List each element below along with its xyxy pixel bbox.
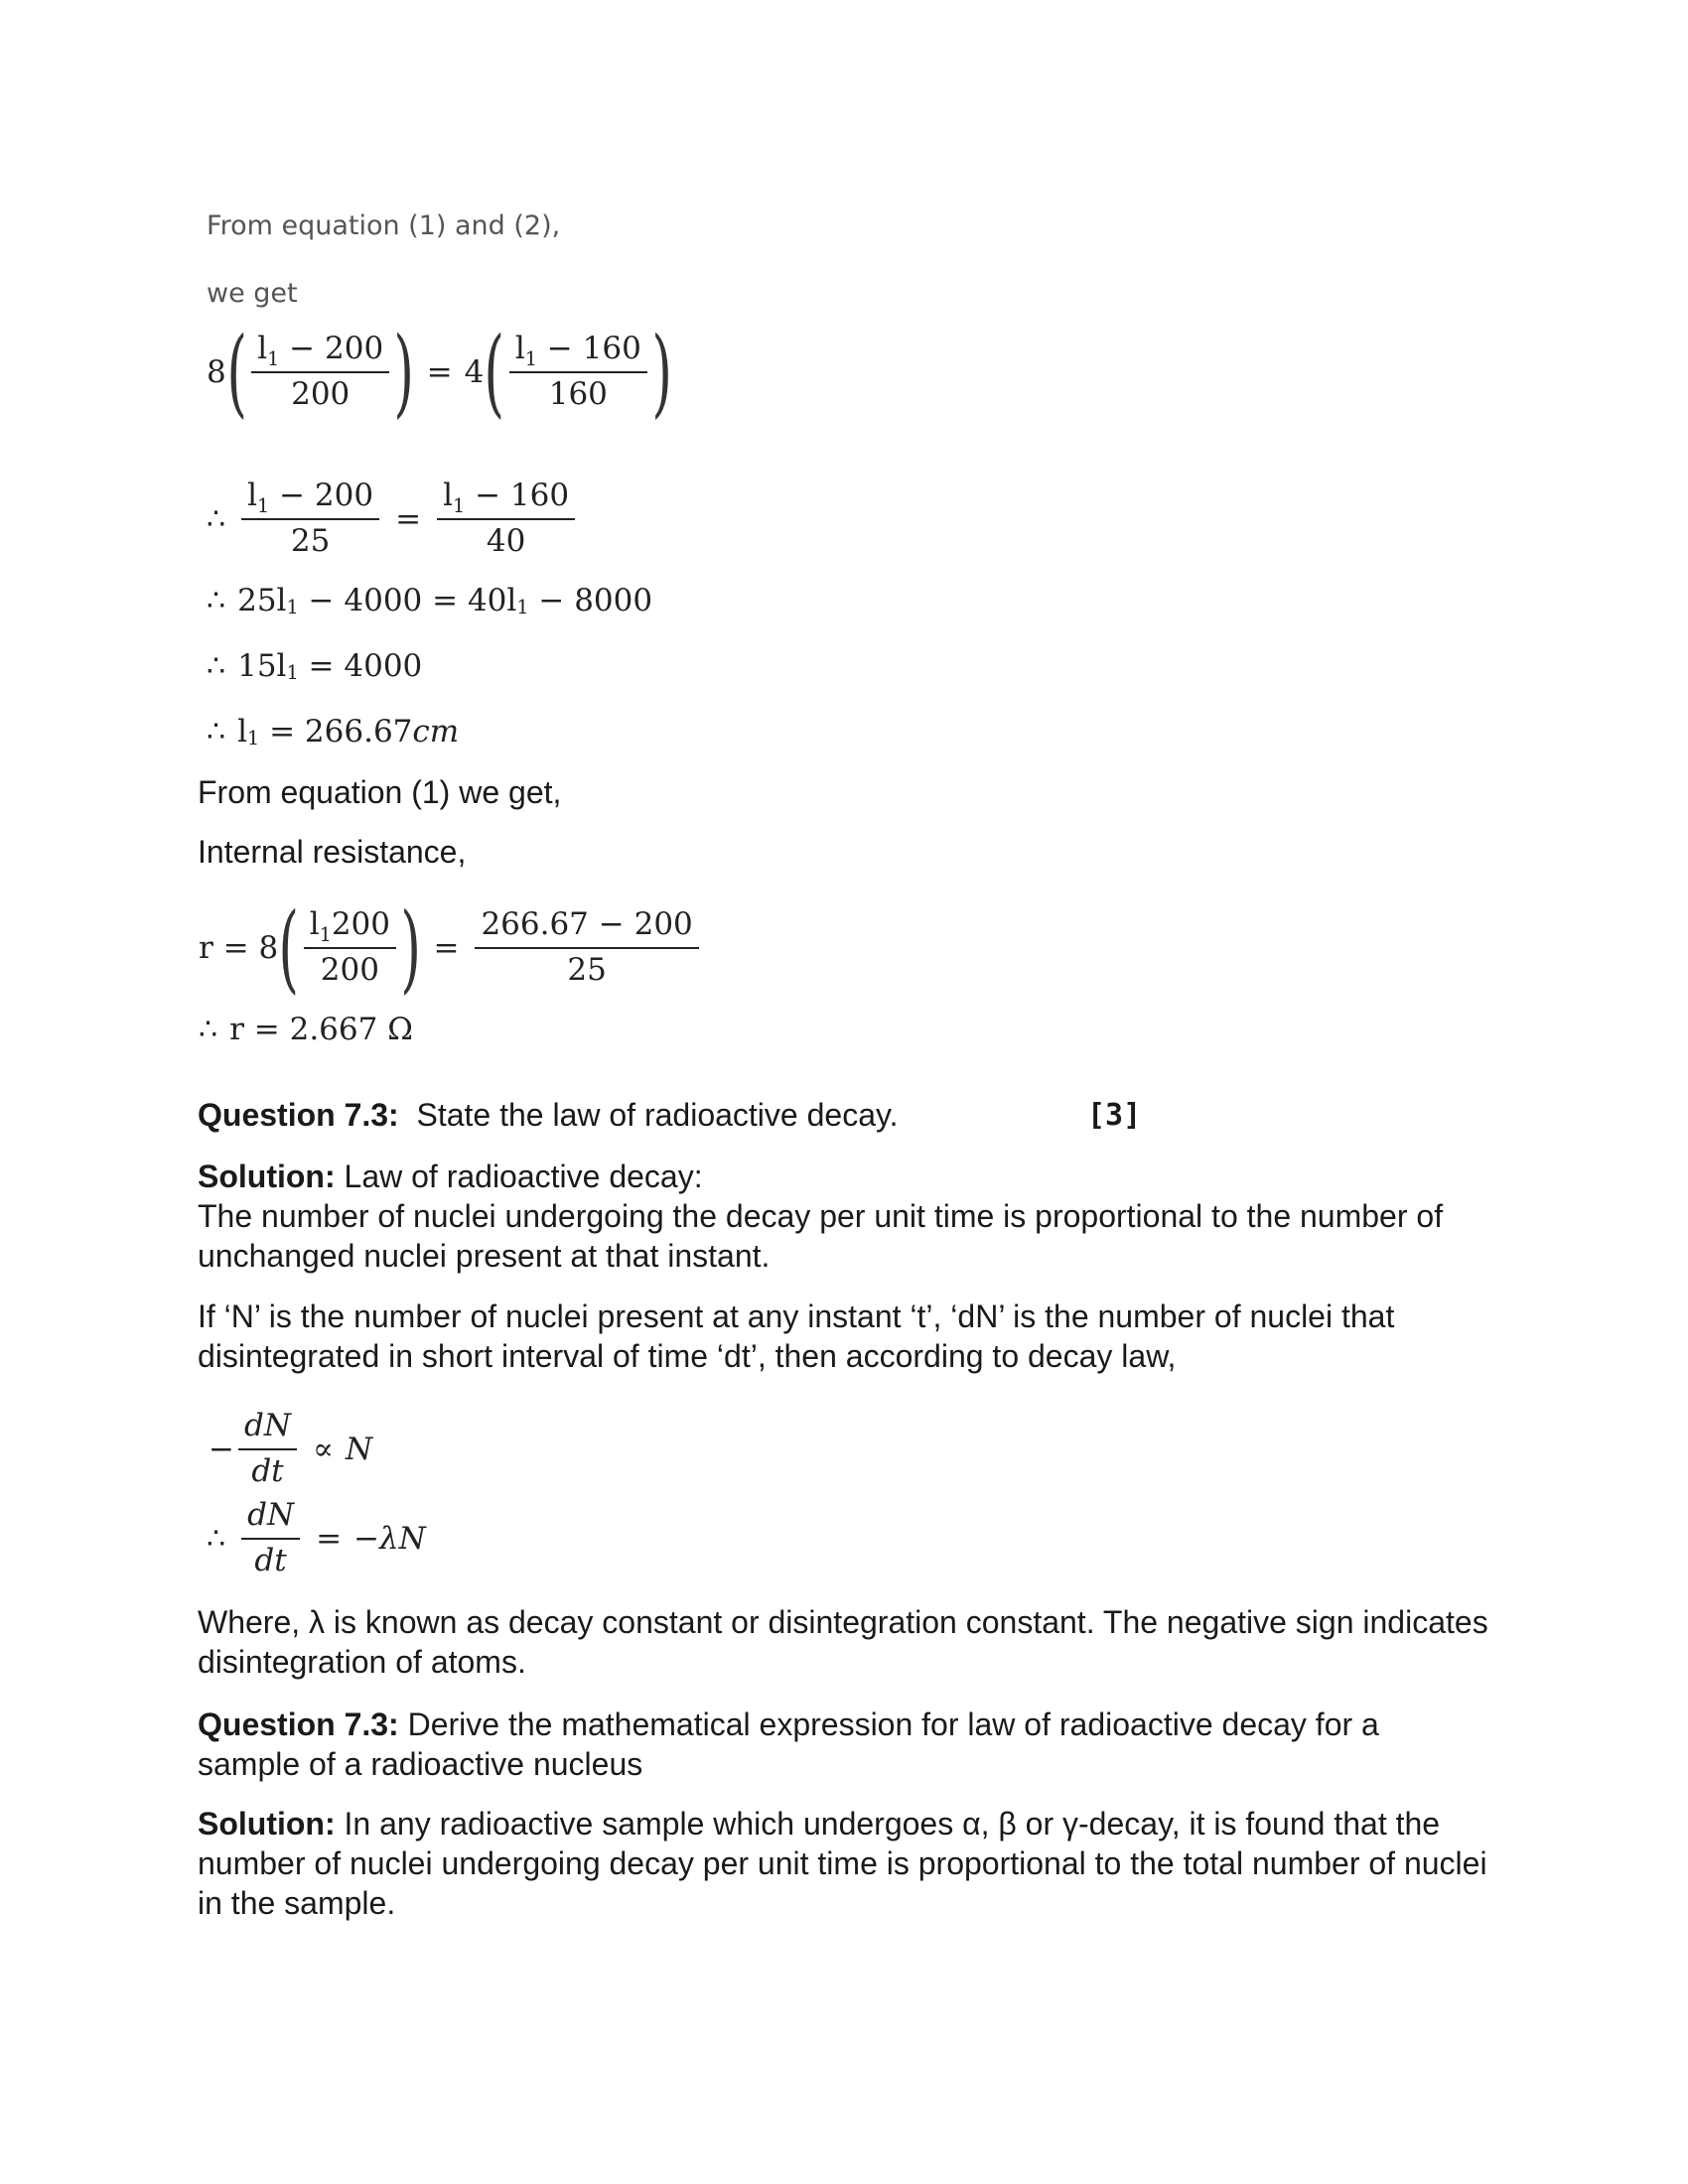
marks-badge: [3] (1087, 1098, 1142, 1133)
num-rest: − 200 (279, 331, 384, 367)
var: l (514, 331, 525, 367)
equation-2 (207, 475, 579, 564)
text-from-equation-1: From equation (1) we get, (198, 774, 562, 810)
numerator: 266.67 − 200 (481, 906, 693, 943)
solution-label: Solution: (198, 1159, 336, 1194)
denominator: 160 (548, 376, 608, 412)
var: l (309, 906, 320, 943)
subscript: 1 (319, 923, 332, 947)
right-paren: ) (400, 892, 422, 1004)
question-1 (198, 1095, 1488, 1135)
denominator: 25 (567, 952, 607, 988)
solution-heading-line (198, 1157, 1488, 1196)
solution-paragraph-2: If ‘N’ is the number of nuclei present at any instant ‘t’, ‘dN’ is the number of nuclei that disintegrated in short interval of time ‘dt’, then according to decay law, (198, 1298, 1395, 1374)
term: 25l (237, 583, 287, 618)
minus-sign: − (209, 1432, 234, 1467)
eq2-lhs-fraction (241, 478, 379, 559)
term: l (237, 714, 248, 750)
solution-2 (198, 1804, 1488, 1923)
solution-paragraph-3: Where, λ is known as decay constant or disintegration constant. The negative sign indicates disintegration of atoms. (198, 1604, 1488, 1680)
term: − 8000 (528, 583, 653, 618)
intro-line-1: From equation (1) and (2), (207, 210, 561, 241)
derivative-fraction (238, 1409, 297, 1489)
denominator: 25 (290, 523, 331, 559)
equation-decay-proportional (209, 1405, 372, 1494)
equation-6 (199, 893, 703, 1003)
equals-sign: = (395, 501, 422, 537)
equation-1 (207, 318, 672, 427)
fraction-bar (475, 947, 698, 949)
therefore-symbol: ∴ (199, 1012, 218, 1047)
term: 15l (237, 648, 287, 684)
result: r = 2.667 Ω (229, 1012, 413, 1047)
question-label: Question 7.3: (198, 1706, 399, 1742)
equation-4 (207, 641, 422, 691)
question-text: Derive the mathematical expression for law of radioactive decay for a sample of a radioactive nucleus (198, 1706, 1379, 1782)
fraction-bar (509, 371, 647, 373)
denominator: dt (254, 1543, 287, 1578)
eq1-rhs-fraction (509, 332, 647, 412)
subscript: 1 (267, 347, 280, 371)
fraction-bar (241, 1538, 300, 1540)
solution-label: Solution: (198, 1806, 336, 1842)
eq1-rhs-coef: 4 (464, 354, 485, 390)
eq2-rhs-fraction (437, 478, 575, 559)
var: l (443, 478, 453, 514)
eq6-rhs-fraction (475, 907, 698, 988)
equation-7 (199, 1005, 413, 1054)
rhs: N (345, 1432, 373, 1467)
therefore-symbol: ∴ (207, 583, 226, 618)
question-label: Question 7.3: (198, 1097, 399, 1133)
equals-sign: = (316, 1521, 343, 1557)
intro-line-2: we get (207, 278, 298, 309)
solution-text: In any radioactive sample which undergoes α, β or γ-decay, it is found that the number of nuclei undergoing decay per unit time is proportional to the total number of nuclei in the sample. (198, 1806, 1487, 1921)
fraction-bar (251, 371, 389, 373)
num-rest: − 160 (465, 478, 570, 514)
equation-decay-law (207, 1494, 426, 1583)
num-rest: − 160 (536, 331, 641, 367)
denominator: 200 (291, 376, 351, 412)
proportional-sign: ∝ (312, 1432, 334, 1467)
equation-3 (207, 576, 652, 625)
therefore-symbol: ∴ (207, 648, 226, 684)
left-paren: ( (484, 317, 505, 428)
equals-sign: = (433, 930, 460, 966)
num-rest: 200 (331, 906, 390, 943)
denominator: 200 (320, 952, 379, 988)
eq6-lhs-fraction (304, 907, 396, 988)
therefore-symbol: ∴ (207, 501, 226, 537)
fraction-bar (241, 518, 379, 520)
subscript: 1 (286, 596, 299, 619)
solution-1 (198, 1157, 1488, 1276)
term: r = 8 (199, 930, 279, 966)
denominator: 40 (486, 523, 526, 559)
var: l (257, 331, 268, 367)
numerator: dN (243, 1408, 291, 1444)
equation-5 (207, 707, 459, 756)
num-rest: − 200 (269, 478, 374, 514)
term: = 4000 (298, 648, 423, 684)
var: l (247, 478, 258, 514)
numerator: dN (247, 1497, 295, 1534)
eq1-lhs-fraction (251, 332, 389, 412)
fraction-bar (238, 1448, 297, 1450)
question-2 (198, 1705, 1488, 1784)
left-paren: ( (226, 317, 247, 428)
eq1-lhs-coef: 8 (207, 354, 226, 390)
derivative-fraction (241, 1498, 300, 1578)
term: = 266.67 (259, 714, 413, 750)
therefore-symbol: ∴ (207, 1521, 226, 1557)
subscript: 1 (286, 661, 299, 685)
rhs: −λN (353, 1521, 426, 1557)
subscript: 1 (516, 596, 529, 619)
text-internal-resistance: Internal resistance, (198, 834, 467, 870)
fraction-bar (437, 518, 575, 520)
solution-heading: Law of radioactive decay: (344, 1159, 703, 1194)
unit: cm (412, 714, 460, 750)
equals-sign: = (426, 354, 453, 390)
question-text: State the law of radioactive decay. (416, 1097, 899, 1133)
subscript: 1 (257, 494, 270, 518)
right-paren: ) (651, 317, 672, 428)
therefore-symbol: ∴ (207, 714, 226, 750)
denominator: dt (251, 1453, 284, 1489)
subscript: 1 (247, 727, 260, 751)
subscript: 1 (453, 494, 466, 518)
fraction-bar (304, 947, 396, 949)
term: − 4000 = 40l (298, 583, 517, 618)
left-paren: ( (278, 892, 300, 1004)
solution-paragraph-1: The number of nuclei undergoing the decay per unit time is proportional to the number of unchanged nuclei present at that instant. (198, 1198, 1444, 1274)
right-paren: ) (393, 317, 415, 428)
subscript: 1 (524, 347, 537, 371)
